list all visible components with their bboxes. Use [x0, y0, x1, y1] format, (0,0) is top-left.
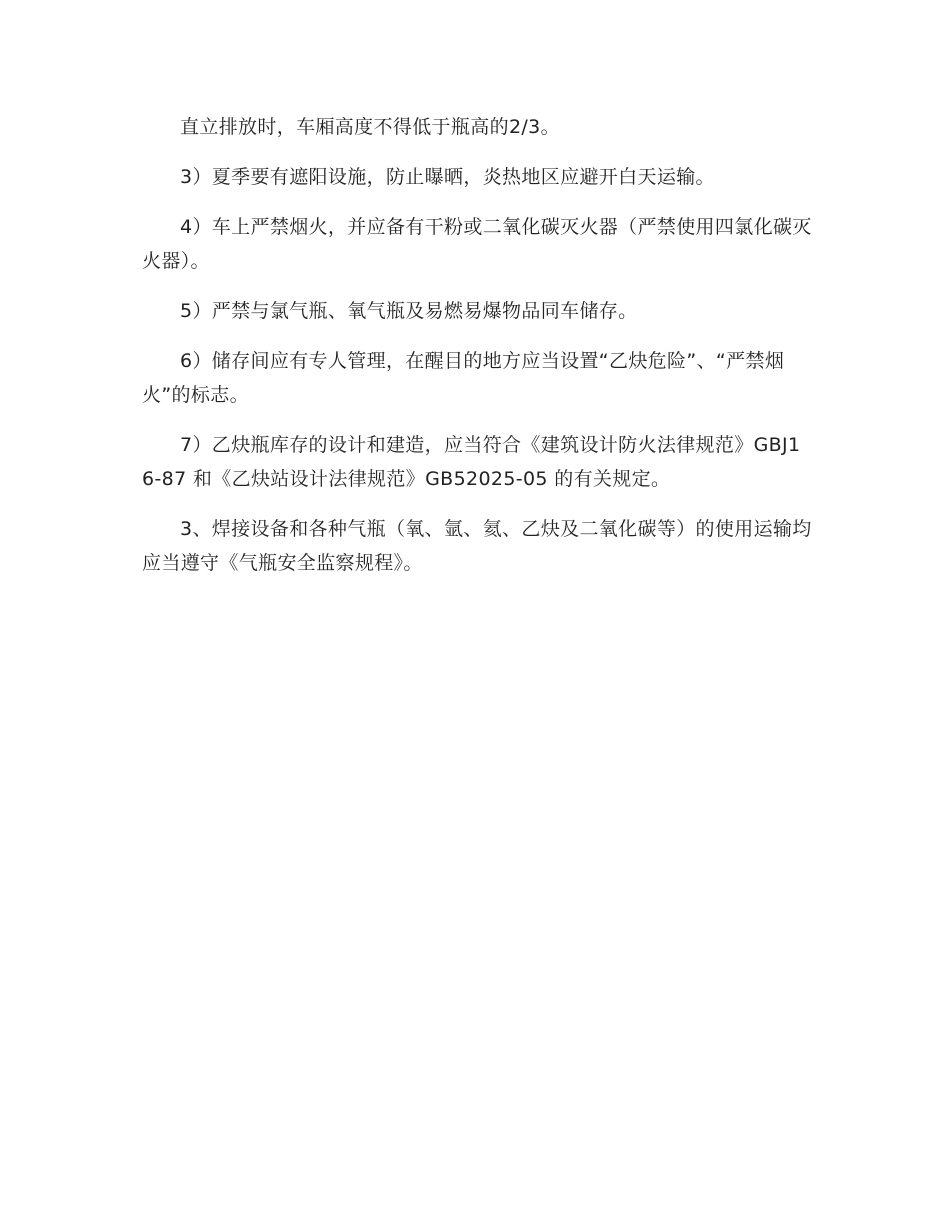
- paragraph-6: 7）乙炔瓶库存的设计和建造，应当符合《建筑设计防火法律规范》GBJ16-87 和《乙炔站设计法律规范》GB52025-05 的有关规定。: [142, 434, 801, 490]
- paragraph-4: 5）严禁与氯气瓶、氧气瓶及易燃易爆物品同车储存。: [180, 300, 638, 322]
- paragraph-3: 4）车上严禁烟火，并应备有干粉或二氧化碳灭火器（严禁使用四氯化碳灭火器）。: [142, 216, 812, 272]
- paragraph-1: 直立排放时，车厢高度不得低于瓶高的2/3。: [180, 116, 560, 138]
- paragraph-7: 3、焊接设备和各种气瓶（氧、氩、氦、乙炔及二氧化碳等）的使用运输均应当遵守《气瓶安全监察规程》。: [142, 518, 812, 574]
- paragraph-5: 6）储存间应有专人管理，在醒目的地方应当设置“乙炔危险”、“严禁烟火”的标志。: [142, 350, 785, 406]
- paragraph-2: 3）夏季要有遮阳设施，防止曝晒，炎热地区应避开白天运输。: [180, 166, 715, 188]
- document-body: [142, 110, 812, 596]
